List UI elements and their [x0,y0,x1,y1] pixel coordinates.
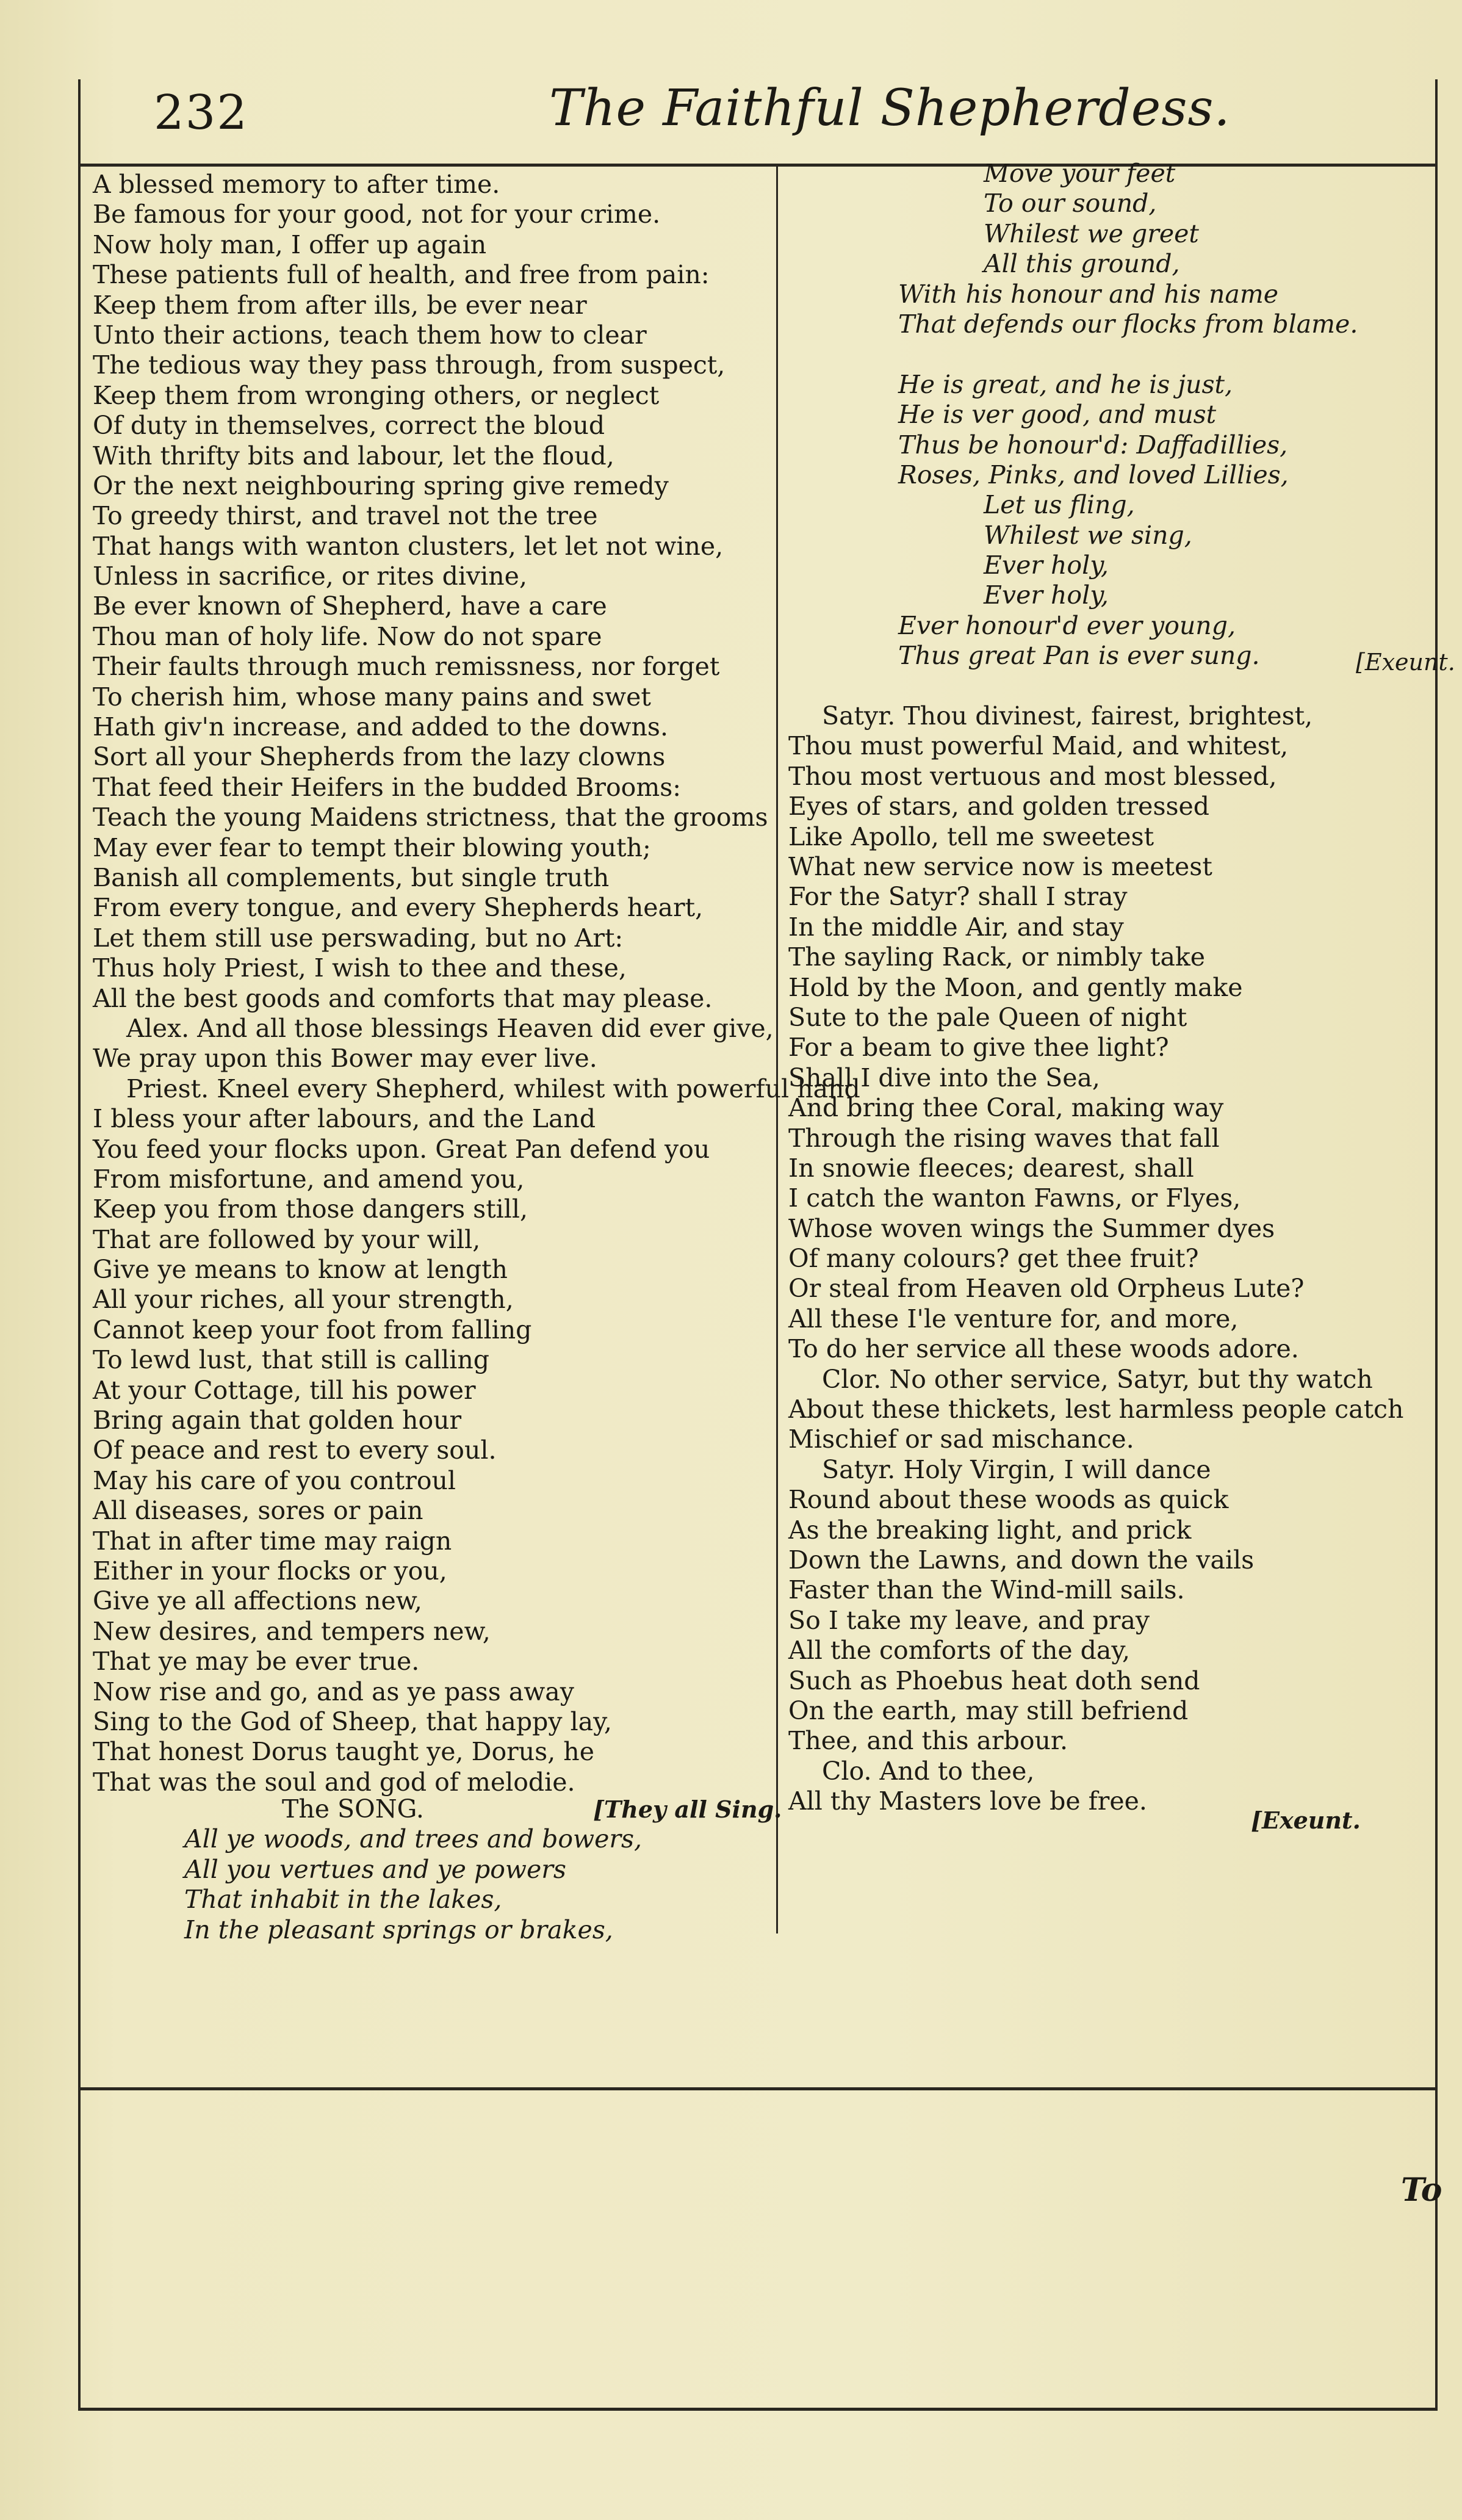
verse-line: In the middle Air, and stay [788,912,1124,942]
verse-line: For the Satyr? shall I stray [788,882,1128,912]
verse-line: That feed their Heifers in the budded Brooms: [93,772,682,802]
verse-line: About these thickets, lest harmless people catch [788,1395,1404,1424]
verse-line: Move your feet [984,159,1176,188]
song-title: The SONG. [282,1794,424,1824]
verse-line: Unto their actions, teach them how to clear [93,320,647,350]
verse-line: I bless your after labours, and the Land [93,1104,596,1134]
verse-line: Sing to the God of Sheep, that happy lay, [93,1706,612,1736]
verse-line: Satyr. Thou divinest, fairest, brightest, [822,701,1313,731]
verse-line: That hangs with wanton clusters, let let not wine, [93,531,724,561]
verse-line: Or steal from Heaven old Orpheus Lute? [788,1274,1305,1304]
verse-line: To cherish him, whose many pains and swet [93,682,651,712]
verse-line: Like Apollo, tell me sweetest [788,821,1154,851]
song-line: That inhabit in the lakes, [184,1885,502,1915]
verse-line: Ever holy, [984,580,1109,610]
verse-line: With thrifty bits and labour, let the floud, [93,441,614,471]
verse-line: Or the next neighbouring spring give remedy [93,471,669,500]
verse-line: Let us fling, [984,490,1135,520]
verse-line: That defends our flocks from blame. [898,309,1358,339]
verse-line: May his care of you controul [93,1465,456,1495]
song-line: All ye woods, and trees and bowers, [184,1824,643,1854]
verse-line: Keep them from wronging others, or neglect [93,380,660,410]
footer-rule [78,2087,1435,2090]
verse-line: Thee, and this arbour. [788,1726,1068,1756]
verse-line: Mischief or sad mischance. [788,1424,1134,1454]
verse-line: New desires, and tempers new, [93,1616,491,1646]
verse-line: All the comforts of the day, [788,1636,1131,1666]
verse-line: We pray upon this Bower may ever live. [93,1044,597,1074]
verse-line: The sayling Rack, or nimbly take [788,942,1206,972]
stage-direction-exeunt-2: [Exeunt. [1251,1807,1361,1834]
verse-line: The tedious way they pass through, from suspect, [93,350,726,380]
verse-line: In snowie fleeces; dearest, shall [788,1153,1194,1183]
verse-line: Thus great Pan is ever sung. [898,641,1260,671]
left-column [93,170,860,1797]
verse-line: These patients full of health, and free from pain: [93,260,710,290]
verse-line: Such as Phoebus heat doth send [788,1666,1200,1695]
verse-line: He is ver good, and must [898,400,1217,430]
verse-line: He is great, and he is just, [898,369,1233,399]
stage-direction-exeunt-1: [Exeunt. [1356,649,1455,676]
verse-line: Bring again that golden hour [93,1406,462,1435]
stage-direction-sing: [They all Sing. [593,1796,782,1823]
verse-line: Thou man of holy life. Now do not spare [93,621,602,651]
verse-line: From every tongue, and every Shepherds heart, [93,893,704,923]
verse-line: Thus holy Priest, I wish to thee and these, [93,953,627,983]
verse-line: Through the rising waves that fall [788,1123,1220,1153]
song-block [93,1794,642,1945]
verse-line: Now rise and go, and as ye pass away [93,1677,574,1706]
verse-line: At your Cottage, till his power [93,1375,476,1405]
verse-line: That honest Dorus taught ye, Dorus, he [93,1737,594,1767]
verse-line: Satyr. Holy Virgin, I will dance [822,1454,1211,1484]
verse-line: Ever holy, [984,551,1109,580]
verse-line: Thou must powerful Maid, and whitest, [788,731,1289,761]
verse-line: Let them still use perswading, but no Art: [93,923,624,953]
verse-line: To our sound, [984,189,1157,218]
verse-line: You feed your flocks upon. Great Pan defend you [93,1134,710,1164]
verse-line: Ever honour'd ever young, [898,610,1236,640]
verse-line: Keep them from after ills, be ever near [93,290,587,320]
verse-line: Faster than the Wind-mill sails. [788,1575,1185,1605]
verse-line: Either in your flocks or you, [93,1556,447,1586]
verse-line: Whose woven wings the Summer dyes [788,1213,1275,1243]
verse-line: All this ground, [984,249,1180,279]
verse-line: I catch the wanton Fawns, or Flyes, [788,1183,1241,1213]
verse-line: Alex. And all those blessings Heaven did ever give, [126,1013,774,1043]
verse-line: Priest. Kneel every Shepherd, whilest with powerful hand [126,1074,860,1103]
verse-line: Of many colours? get thee fruit? [788,1244,1199,1274]
verse-line: All diseases, sores or pain [93,1496,423,1526]
verse-line: All these I'le venture for, and more, [788,1304,1239,1334]
verse-line: From misfortune, and amend you, [93,1164,525,1194]
verse-line: Whilest we greet [984,218,1199,248]
verse-line: That in after time may raign [93,1526,452,1556]
verse-line: Shall I dive into the Sea, [788,1063,1100,1092]
verse-line: To lewd lust, that still is calling [93,1345,490,1375]
verse-line: Be famous for your good, not for your crime. [93,200,661,229]
verse-line: Of peace and rest to every soul. [93,1435,497,1465]
verse-line: For a beam to give thee light? [788,1033,1169,1063]
verse-line: Clor. No other service, Satyr, but thy watch [822,1364,1373,1394]
bottom-rule [78,2408,1435,2411]
verse-line: Hath giv'n increase, and added to the downs. [93,712,668,742]
verse-line: Hold by the Moon, and gently make [788,972,1243,1002]
verse-line: Banish all complements, but single truth [93,862,610,892]
verse-line: Give ye means to know at length [93,1255,508,1285]
right-column [788,159,1403,1816]
verse-line: Unless in sacrifice, or rites divine, [93,561,527,591]
verse-line: With his honour and his name [898,279,1278,309]
verse-line: Thou most vertuous and most blessed, [788,761,1277,791]
verse-line: As the breaking light, and prick [788,1515,1192,1545]
verse-line: Cannot keep your foot from falling [93,1315,532,1345]
catchword: To [1401,2172,1442,2209]
song-line: In the pleasant springs or brakes, [184,1915,613,1944]
verse-line: And bring thee Coral, making way [788,1093,1224,1123]
verse-line: To do her service all these woods adore. [788,1334,1299,1364]
verse-line: Be ever known of Shepherd, have a care [93,591,607,621]
verse-line: Roses, Pinks, and loved Lillies, [898,460,1289,489]
verse-line: All thy Masters love be free. [788,1786,1147,1816]
verse-line: Teach the young Maidens strictness, that the grooms [93,803,768,832]
verse-line: Keep you from those dangers still, [93,1194,528,1224]
verse-line: That are followed by your will, [93,1224,481,1254]
verse-line: All your riches, all your strength, [93,1285,514,1315]
page-number: 232 [154,85,248,140]
verse-line [788,339,1403,369]
verse-line: Now holy man, I offer up again [93,229,487,259]
verse-line: All the best goods and comforts that may please. [93,983,713,1013]
verse-line: May ever fear to tempt their blowing youth; [93,832,651,862]
verse-line: Give ye all affections new, [93,1586,422,1616]
verse-line [788,671,1403,701]
verse-line: Sute to the pale Queen of night [788,1002,1187,1032]
verse-line: Sort all your Shepherds from the lazy clowns [93,742,666,772]
verse-line: Thus be honour'd: Daffadillies, [898,430,1288,460]
song-line: All you vertues and ye powers [184,1854,566,1884]
verse-line: A blessed memory to after time. [93,170,500,199]
verse-line: That was the soul and god of melodie. [93,1767,575,1797]
running-title: The Faithful Shepherdess. [549,79,1231,137]
verse-line: Down the Lawns, and down the vails [788,1545,1255,1575]
verse-line: Clo. And to thee, [822,1756,1035,1786]
verse-line: Round about these woods as quick [788,1485,1229,1515]
song-lines [93,1824,642,1945]
verse-line: To greedy thirst, and travel not the tree [93,501,598,531]
verse-line: That ye may be ever true. [93,1647,420,1677]
verse-line: Their faults through much remissness, nor forget [93,652,720,682]
verse-line: What new service now is meetest [788,851,1212,881]
verse-line: So I take my leave, and pray [788,1605,1150,1635]
verse-line: Eyes of stars, and golden tressed [788,792,1210,821]
verse-line: Whilest we sing, [984,520,1192,550]
verse-line: On the earth, may still befriend [788,1695,1189,1725]
verse-line: Of duty in themselves, correct the bloud [93,411,605,441]
